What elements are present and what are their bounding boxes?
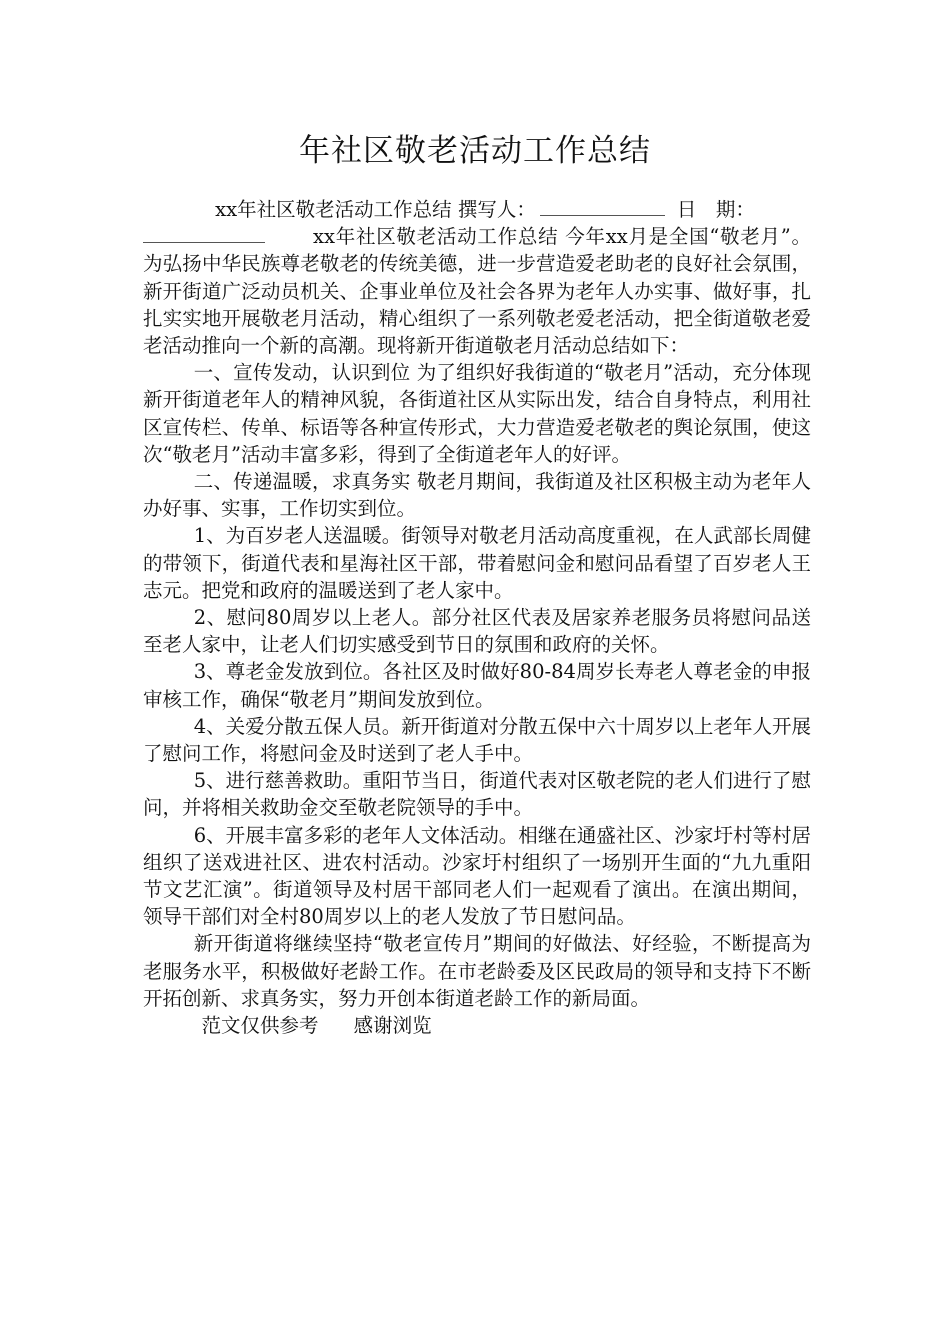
- footer-note: 范文仅供参考: [201, 1014, 319, 1038]
- author-label: 撰写人：: [457, 198, 536, 221]
- document-title: 年社区敬老活动工作总结: [299, 133, 651, 169]
- meta-line: [143, 196, 811, 223]
- paragraph-conclusion: 新开街道将继续坚持“敬老宣传月”期间的好做法、好经验，不断提高为老服务水平，积极做好老龄工作。在市老龄委及区民政局的领导和支持下不断开拓创新、求真务实，努力开创本街道老龄工作的新局面。: [143, 932, 811, 1010]
- paragraph-item-3: 3、尊老金发放到位。各社区及时做好80-84周岁长寿老人尊老金的申报审核工作，确保“敬老月”期间发放到位。: [143, 660, 811, 711]
- author-blank: [540, 196, 665, 216]
- meta-doc-name: xx年社区敬老活动工作总结: [215, 198, 452, 221]
- document-body: [143, 196, 811, 1039]
- intro-paragraph: [143, 223, 811, 359]
- footer-thanks: 感谢浏览: [353, 1014, 432, 1038]
- paragraph-item-1: 1、为百岁老人送温暖。街领导对敬老月活动高度重视，在人武部长周健的带领下，街道代表和星海社区干部，带着慰问金和慰问品看望了百岁老人王志元。把党和政府的温暖送到了老人家中。: [143, 524, 811, 602]
- paragraph-publicity: 一、宣传发动，认识到位 为了组织好我街道的“敬老月”活动，充分体现新开街道老年人的精神风貌，各街道社区从实际出发，结合自身特点，利用社区宣传栏、传单、标语等各种宣传形式，大力营造爱老敬老的舆论氛围，使这次“敬老月”活动丰富多彩，得到了全街道老年人的好评。: [143, 361, 811, 466]
- footer-line: [143, 1012, 811, 1039]
- date-blank: [143, 223, 265, 243]
- intro-text: xx年社区敬老活动工作总结 今年xx月是全国“敬老月”。为弘扬中华民族尊老敬老的传统美德，进一步营造爱老助老的良好社会氛围，新开街道广泛动员机关、企事业单位及社会各界为老年人办实事、做好事，扎扎实实地开展敬老月活动，精心组织了一系列敬老爱老活动，把全街道敬老爱老活动推向一个新的高潮。现将新开街道敬老月活动总结如下：: [143, 225, 811, 358]
- date-label: 日 期：: [676, 198, 755, 221]
- paragraph-item-4: 4、关爱分散五保人员。新开街道对分散五保中六十周岁以上老年人开展了慰问工作，将慰问金及时送到了老人手中。: [143, 714, 811, 766]
- paragraph-item-6: 6、开展丰富多彩的老年人文体活动。相继在通盛社区、沙家圩村等村居组织了送戏进社区、进农村活动。沙家圩村组织了一场别开生面的“九九重阳节文艺汇演”。街道领导及村居干部同老人们一起观看了演出。在演出期间，领导干部们对全村80周岁以上的老人发放了节日慰问品。: [143, 823, 811, 929]
- paragraph-warmth: 二、传递温暖，求真务实 敬老月期间，我街道及社区积极主动为老年人办好事、实事，工作切实到位。: [143, 470, 811, 521]
- paragraph-item-5: 5、进行慈善救助。重阳节当日，街道代表对区敬老院的老人们进行了慰问，并将相关救助金交至敬老院领导的手中。: [143, 769, 811, 820]
- paragraph-item-2: 2、慰问80周岁以上老人。部分社区代表及居家养老服务员将慰问品送至老人家中，让老人们切实感受到节日的氛围和政府的关怀。: [143, 606, 811, 657]
